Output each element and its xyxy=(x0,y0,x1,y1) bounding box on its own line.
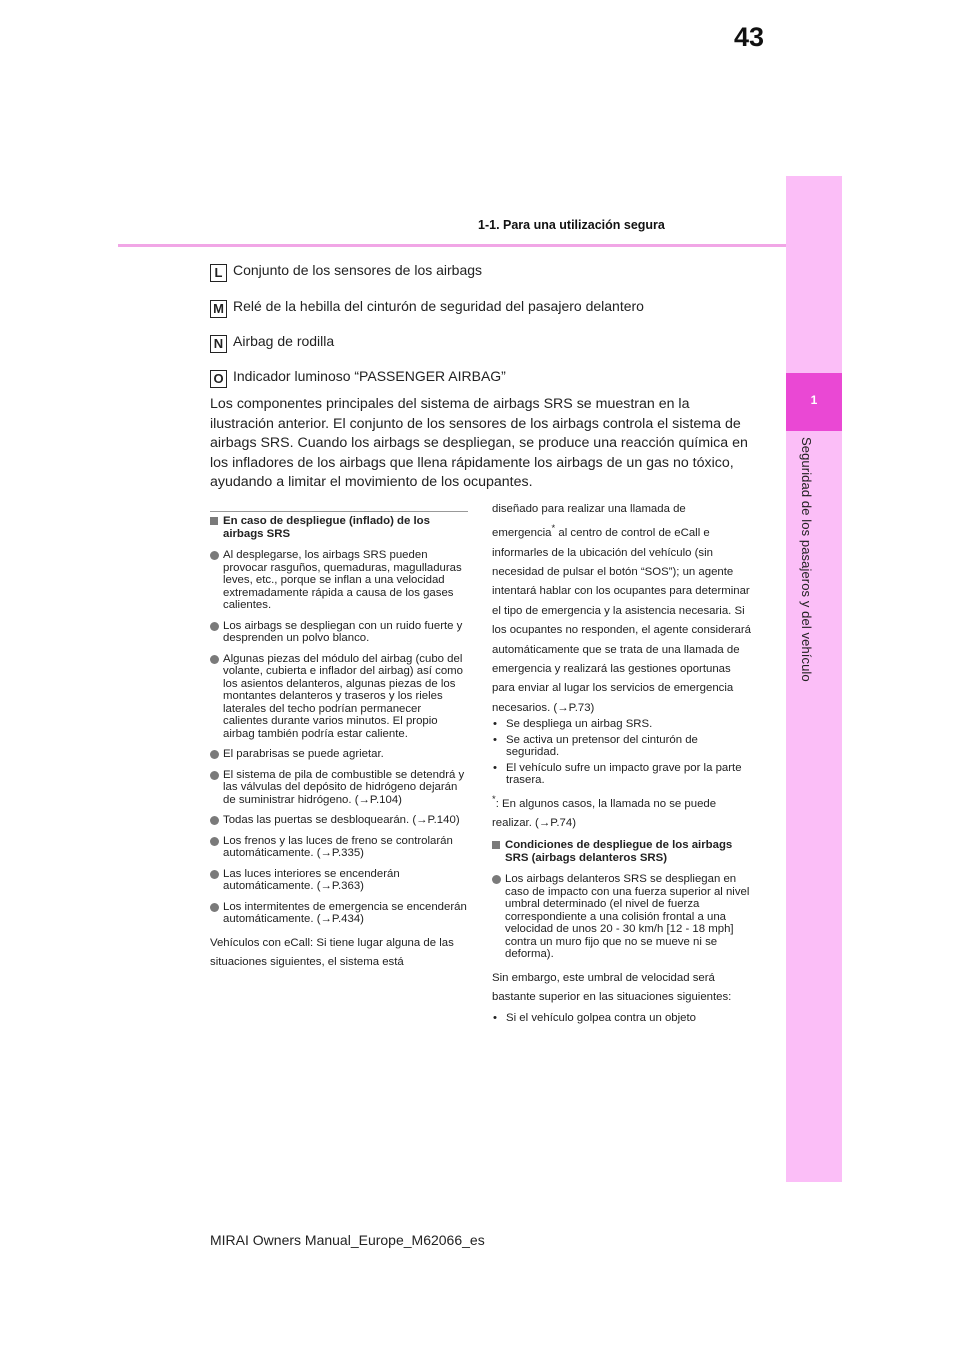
circle-bullet-icon xyxy=(492,875,501,884)
list-item-text: Todas las puertas se desbloquearán. (→P.140) xyxy=(223,814,460,826)
list-item xyxy=(210,835,468,860)
circle-bullet-icon xyxy=(210,750,219,759)
circle-bullet-icon xyxy=(210,903,219,912)
chapter-number: 1 xyxy=(810,393,818,407)
right-column xyxy=(492,500,752,1027)
legend-text: Conjunto de los sensores de los airbags xyxy=(233,262,483,278)
list-item xyxy=(492,762,752,787)
list-item xyxy=(492,873,752,961)
dash-bullet-icon: • xyxy=(493,718,497,731)
dash-bullet-icon: • xyxy=(493,761,497,774)
circle-bullet-icon xyxy=(210,771,219,780)
list-item-text: Si el vehículo golpea contra un objeto xyxy=(506,1011,696,1024)
ecall-paragraph: Vehículos con eCall: Si tiene lugar alguna de las situaciones siguientes, el sistema está xyxy=(210,936,454,968)
list-item-text: El sistema de pila de combustible se detendrá y las válvulas del depósito de hidrógeno dejarán de suministrar hidrógeno. (→P.104) xyxy=(223,768,465,806)
circle-bullet-icon xyxy=(210,622,219,631)
list-item-text: Los airbags delanteros SRS se despliegan en caso de impacto con una fuerza superior al nivel umbral determinado (el nivel de fuerza correspondiente a una colisión frontal a una velocidad de unos 20 - 30 km/h [12 - 18 mph] contra un muro fijo que no se mueve ni se deforma). xyxy=(505,873,750,961)
list-item xyxy=(210,868,468,893)
list-item-text: Las luces interiores se encenderán automáticamente. (→P.363) xyxy=(223,867,400,892)
list-item xyxy=(210,901,468,926)
square-bullet-icon xyxy=(210,517,218,525)
list-item xyxy=(210,653,468,741)
list-item xyxy=(210,769,468,807)
threshold-paragraph: Sin embargo, este umbral de velocidad será bastante superior en las situaciones siguientes: xyxy=(492,971,732,1004)
list-item xyxy=(210,620,468,645)
list-item-text: Al desplegarse, los airbags SRS pueden provocar rasguños, quemaduras, magulladuras leves, etc., porque se inflan a una velocidad extremadamente rápida a causa de los gases calientes. xyxy=(223,549,462,611)
list-item xyxy=(210,814,468,827)
footnote-marker: * xyxy=(492,793,496,805)
list-item-text: Se despliega un airbag SRS. xyxy=(506,718,653,731)
legend-item xyxy=(210,298,770,318)
section-heading xyxy=(210,515,468,541)
list-item-text: Los airbags se despliegan con un ruido fuerte y desprenden un polvo blanco. xyxy=(223,619,463,644)
list-item xyxy=(210,748,468,761)
footnote xyxy=(492,790,752,834)
legend-text: Airbag de rodilla xyxy=(233,333,335,349)
continuation-text: diseñado para realizar una llamada de emergencia xyxy=(492,503,686,540)
list-item xyxy=(492,718,752,731)
legend-item xyxy=(210,333,770,353)
list-item-text: El parabrisas se puede agrietar. xyxy=(223,748,384,760)
left-column xyxy=(210,515,468,972)
section-heading xyxy=(492,839,752,865)
list-item xyxy=(492,734,752,759)
footnote-text: : En algunos casos, la llamada no se puede realizar. (→P.74) xyxy=(492,797,717,829)
legend-item xyxy=(210,368,770,388)
page-number: 43 xyxy=(733,22,764,52)
intro-paragraph: Los componentes principales del sistema de airbags SRS se muestran en la ilustración anterior. El conjunto de los sensores de los airbags controla el sistema de airbags SRS. Cuando los airbags se despliegan, se produce una reacción química en los infladores de los airbags que llena rápidamente los airbags de un gas no tóxico, ayudando a limitar el movimiento de los ocupantes. xyxy=(210,396,748,491)
list-item-text: Se activa un pretensor del cinturón de seguridad. xyxy=(506,733,698,759)
heading-text: En caso de despliegue (inflado) de los airbags SRS xyxy=(223,515,430,540)
legend-letter: L xyxy=(210,264,227,282)
chapter-side-tab xyxy=(786,176,842,1182)
legend-letter: N xyxy=(210,335,227,353)
list-item-text: Algunas piezas del módulo del airbag (cubo del volante, cubierta e inflador del airbag) así como los asientos delanteros, algunas piezas de los montantes delanteros y traseros y los rieles laterales del techo podrían permanecer calientes durante varios minutos. El propio airbag también podría estar caliente. xyxy=(223,652,463,740)
list-item xyxy=(492,1012,752,1025)
list-item-text: Los intermitentes de emergencia se encenderán automáticamente. (→P.434) xyxy=(223,900,467,925)
header-rule xyxy=(118,244,786,247)
legend-text: Relé de la hebilla del cinturón de seguridad del pasajero delantero xyxy=(233,298,644,314)
column-rule xyxy=(210,511,468,512)
list-item-text: El vehículo sufre un impacto grave por la parte trasera. xyxy=(506,761,742,787)
dash-bullet-icon: • xyxy=(493,733,497,746)
circle-bullet-icon xyxy=(210,870,219,879)
legend-letter: O xyxy=(210,370,227,388)
circle-bullet-icon xyxy=(210,837,219,846)
legend-text: Indicador luminoso “PASSENGER AIRBAG” xyxy=(233,368,506,384)
square-bullet-icon xyxy=(492,841,500,849)
legend-item xyxy=(210,262,770,282)
continuation-text: al centro de control de eCall e informarles de la ubicación del vehículo (sin necesidad de pulsar el botón “SOS”); un agente intentará hablar con los ocupantes para determinar el tipo de emergencia y la asistencia necesaria. Si los ocupantes no responden, el agente considerará automáticamente que se trata de una llamada de emergencia y realizará las gestiones oportunas para enviar al lugar los servicios de emergencia necesarios. (→P.73) xyxy=(492,527,752,714)
circle-bullet-icon xyxy=(210,816,219,825)
footer-manual-id: MIRAI Owners Manual_Europe_M62066_es xyxy=(210,1232,485,1248)
dash-bullet-icon: • xyxy=(493,1011,497,1024)
legend-letter: M xyxy=(210,300,227,318)
chapter-label: Seguridad de los pasajeros y del vehículo xyxy=(799,437,814,682)
circle-bullet-icon xyxy=(210,551,219,560)
ecall-continuation xyxy=(492,500,752,718)
footnote-marker: * xyxy=(551,523,556,535)
list-item xyxy=(210,549,468,612)
list-item-text: Los frenos y las luces de freno se controlarán automáticamente. (→P.335) xyxy=(223,834,453,859)
circle-bullet-icon xyxy=(210,655,219,664)
section-title: 1-1. Para una utilización segura xyxy=(478,218,665,232)
heading-text: Condiciones de despliegue de los airbags SRS (airbags delanteros SRS) xyxy=(505,839,733,865)
